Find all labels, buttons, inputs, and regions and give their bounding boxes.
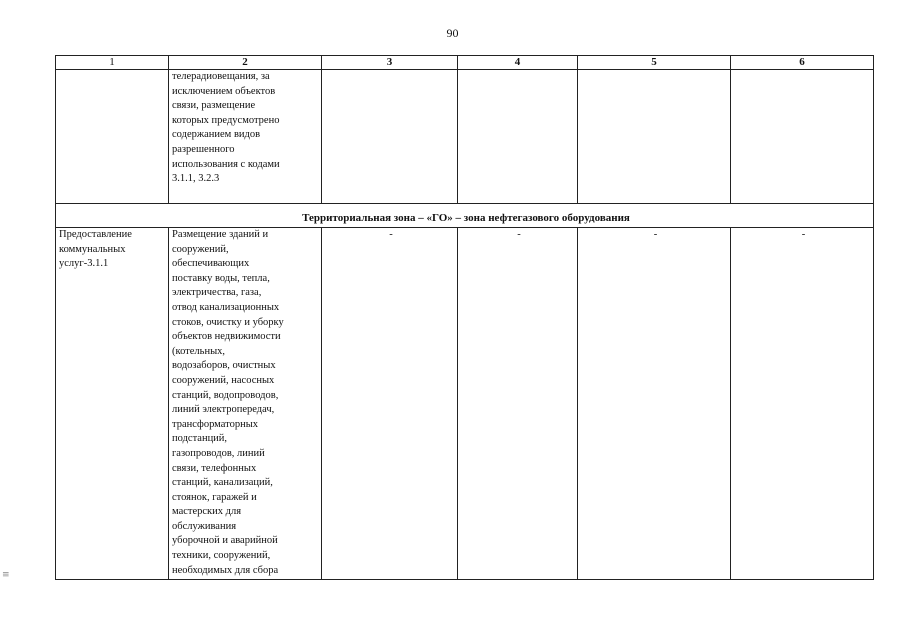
cell-col5 (578, 70, 731, 204)
zone-title: Территориальная зона – «ГО» – зона нефтегазового оборудования (56, 204, 874, 228)
column-header-4: 4 (458, 56, 578, 70)
zone-title-row (56, 204, 874, 228)
column-header-2: 2 (169, 56, 322, 70)
table-row-continuation (56, 70, 874, 204)
column-header-6: 6 (731, 56, 874, 70)
cell-use-type (56, 70, 169, 204)
table-header-row (56, 56, 874, 70)
cell-description: телерадиовещания, за исключением объектов связи, размещение которых предусмотрено содержанием видов разрешенного использования с кодами 3.1.1, 3.2.3 (169, 70, 322, 204)
table-row (56, 228, 874, 580)
cell-col5: - (578, 228, 731, 580)
cell-use-type: Предоставление коммунальных услуг-3.1.1 (56, 228, 169, 580)
cell-col6: - (731, 228, 874, 580)
cell-description: Размещение зданий и сооружений, обеспечивающих поставку воды, тепла, электричества, газа, отвод канализационных стоков, очистку и уборку объектов недвижимости (котельных, водозаборов, очистных сооружений, насосных станций, водопроводов, линий электропередач, трансформаторных подстанций, газопроводов, линий связи, телефонных станций, канализаций, стоянок, гаражей и мастерских для обслуживания уборочной и аварийной техники, сооружений, необходимых для сбора (169, 228, 322, 580)
column-header-3: 3 (322, 56, 458, 70)
scan-edge-mark: ≡ (2, 570, 10, 580)
column-header-5: 5 (578, 56, 731, 70)
column-header-1: 1 (56, 56, 169, 70)
page-number: 90 (446, 26, 459, 40)
cell-col4 (458, 70, 578, 204)
cell-col6 (731, 70, 874, 204)
zoning-table (55, 55, 874, 580)
cell-col3 (322, 70, 458, 204)
cell-col3: - (322, 228, 458, 580)
cell-col4: - (458, 228, 578, 580)
